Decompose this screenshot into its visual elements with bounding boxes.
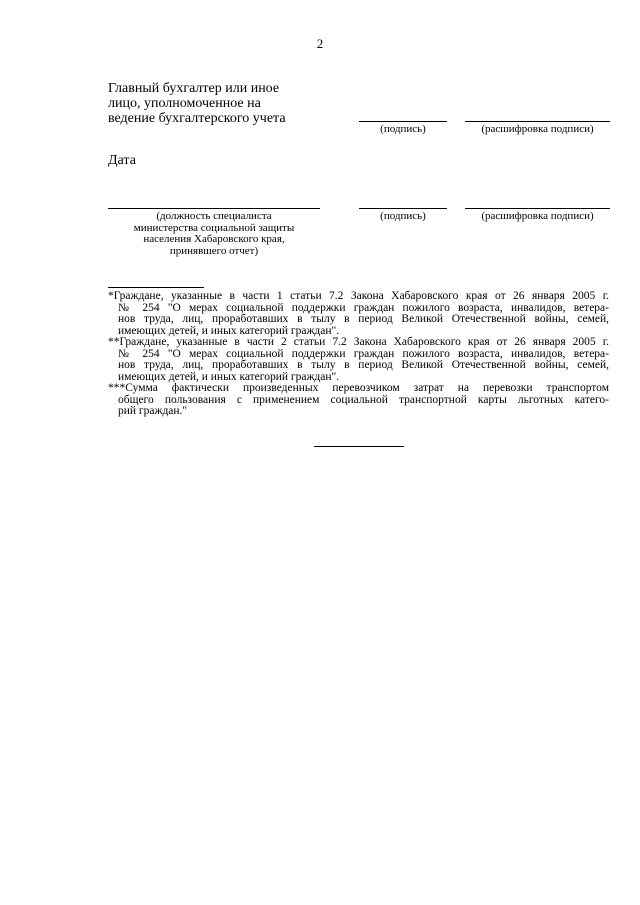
chief-accountant-title xyxy=(108,81,348,126)
chief-accountant-decoding-caption: (расшифровка подписи) xyxy=(481,123,594,135)
footnote-line: **Граждане, указанные в части 2 статьи 7.2 Закона Хабаровского края от 26 января 2005 г. xyxy=(108,336,609,348)
chief-accountant-line: лицо, уполномоченное на xyxy=(108,96,261,111)
specialist-decoding-caption: (расшифровка подписи) xyxy=(481,210,594,222)
specialist-position-caption-line: министерства социальной защиты xyxy=(133,221,295,234)
chief-accountant-decoding-line xyxy=(465,121,610,122)
date-label: Дата xyxy=(108,153,136,168)
footnote-mark: ** xyxy=(108,336,120,348)
specialist-position-caption xyxy=(108,211,320,257)
chief-accountant-line: ведение бухгалтерского учета xyxy=(108,111,286,126)
page-number: 2 xyxy=(316,36,324,51)
footnote-line: общего пользования с применением социальной транспортной карты льготных катего- xyxy=(118,393,609,406)
footnote-line: № 254 "О мерах социальной поддержки граждан пожилого возраста, инвалидов, ветера- xyxy=(118,301,609,314)
chief-accountant-line: Главный бухгалтер или иное xyxy=(108,81,280,96)
footnote-line: рий граждан." xyxy=(118,405,188,417)
specialist-signature-line xyxy=(359,208,447,209)
footnote-2 xyxy=(108,337,609,383)
chief-accountant-signature-caption: (подпись) xyxy=(380,123,426,135)
footnote-line: имеющих детей, и иных категорий граждан". xyxy=(118,324,340,337)
specialist-position-line xyxy=(108,208,320,209)
footnote-line: № 254 "О мерах социальной поддержки граждан пожилого возраста, инвалидов, ветера- xyxy=(118,347,609,360)
footnote-line: имеющих детей, и иных категорий граждан". xyxy=(118,370,340,383)
specialist-position-caption-line: населения Хабаровского края, xyxy=(143,233,285,245)
specialist-signature-caption: (подпись) xyxy=(380,210,426,222)
footnote-1 xyxy=(108,291,609,337)
end-of-document-rule xyxy=(314,446,404,447)
footnote-line: нов труда, лиц, проработавших в тылу в период Великой Отечественной войны, семей, xyxy=(118,313,609,325)
specialist-position-caption-line: (должность специалиста xyxy=(156,210,272,222)
footnote-line: *Граждане, указанные в части 1 статьи 7.2 Закона Хабаровского края от 26 января 2005 г. xyxy=(108,290,609,302)
footnote-line: нов труда, лиц, проработавших в тылу в период Великой Отечественной войны, семей, xyxy=(118,359,609,371)
footnote-3 xyxy=(108,383,609,418)
specialist-decoding-line xyxy=(465,208,610,209)
footnote-separator xyxy=(108,287,204,288)
footnote-mark: * xyxy=(108,290,114,302)
footnote-line: ***Сумма фактически произведенных перевозчиком затрат на перевозки транспортом xyxy=(108,382,609,394)
specialist-position-caption-line: принявшего отчет) xyxy=(169,244,259,257)
footnote-mark: *** xyxy=(108,382,126,394)
chief-accountant-signature-line xyxy=(359,121,447,122)
